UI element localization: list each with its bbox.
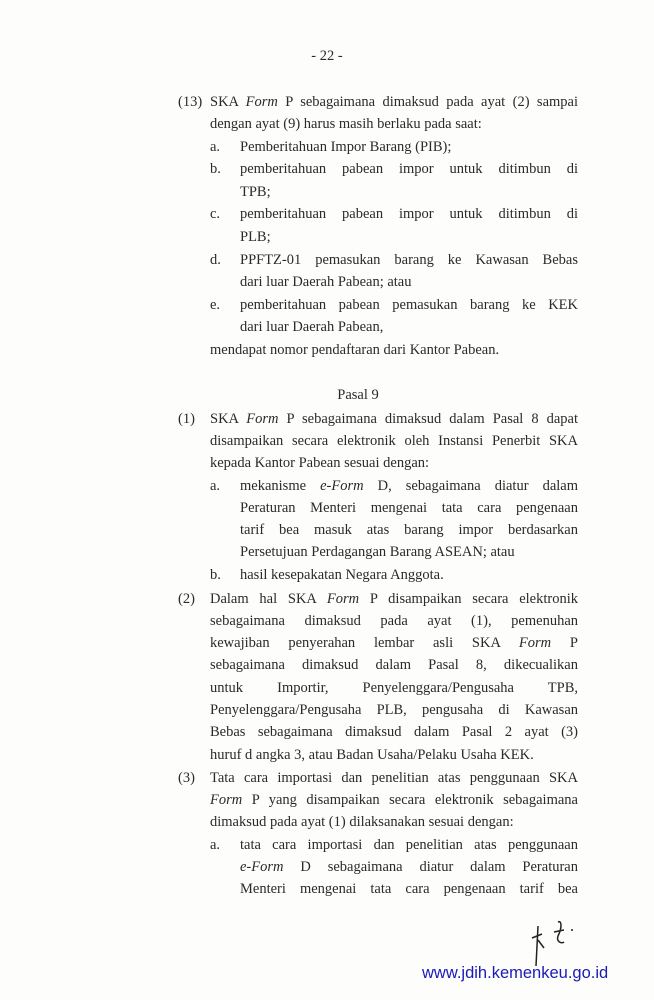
page-number: - 22 - (311, 48, 343, 64)
text-segment: Bebas sebagaimana dimaksud dalam Pasal 2 ayat (3) (210, 724, 578, 740)
item-label: (3) (178, 770, 195, 786)
text-line (210, 590, 578, 608)
text-line (240, 880, 578, 898)
text-line (210, 115, 482, 133)
text-segment: Peraturan Menteri mengenai tata cara pengenaan (240, 500, 578, 516)
text-segment: PLB; (240, 229, 271, 245)
item-label: (2) (178, 591, 195, 607)
text-segment: dari luar Daerah Pabean; atau (240, 274, 412, 290)
italic-term: Form (326, 591, 360, 607)
text-segment: Dalam hal SKA (210, 591, 327, 607)
text-line (210, 454, 429, 472)
text-line (240, 251, 578, 269)
text-segment: SKA (210, 94, 246, 110)
text-segment: pemberitahuan pabean impor untuk ditimbun di (240, 206, 578, 222)
text-line (210, 746, 534, 764)
text-segment: Persetujuan Perdagangan Barang ASEAN; atau (240, 544, 515, 560)
text-line (240, 521, 578, 539)
italic-term: Form (245, 94, 278, 110)
text-segment: P (551, 635, 578, 651)
text-segment: sebagaimana dimaksud pada ayat (1), pemenuhan (210, 613, 578, 629)
text-line (240, 477, 578, 495)
text-line (210, 93, 578, 111)
text-line (210, 634, 578, 652)
text-line (240, 205, 578, 223)
item-label: d. (210, 252, 221, 268)
text-line (240, 183, 271, 201)
text-segment: mendapat nomor pendaftaran dari Kantor Pabean. (210, 342, 500, 358)
text-segment: kewajiban penyerahan lembar asli SKA (210, 635, 519, 651)
text-line (240, 858, 578, 876)
item-label: b. (210, 161, 221, 177)
text-line (240, 228, 271, 246)
text-segment: Pasal 9 (337, 387, 379, 403)
text-line (240, 273, 412, 291)
text-line (210, 656, 578, 674)
text-segment: D, sebagaimana diatur dalam (363, 478, 578, 494)
text-segment: disampaikan secara elektronik oleh Instansi Penerbit SKA (210, 433, 578, 449)
text-line (240, 566, 444, 584)
text-segment: SKA (210, 411, 247, 427)
text-segment: dimaksud pada ayat (1) dilaksanakan sesuai dengan: (210, 814, 514, 830)
text-line (210, 701, 578, 719)
text-segment: TPB; (240, 184, 271, 200)
text-line (240, 296, 578, 314)
text-segment: Tata cara importasi dan penelitian atas penggunaan SKA (210, 770, 578, 786)
text-segment: Menteri mengenai tata cara pengenaan tarif bea (240, 881, 578, 897)
item-label: a. (210, 478, 221, 494)
text-segment: hasil kesepakatan Negara Anggota. (240, 567, 444, 583)
italic-term: Form (518, 635, 552, 651)
text-segment: kepada Kantor Pabean sesuai dengan: (210, 455, 430, 471)
text-segment: P sebagaimana dimaksud pada ayat (2) sampai (277, 94, 578, 110)
text-line (240, 318, 383, 336)
text-line (210, 791, 578, 809)
text-segment: dengan ayat (9) harus masih berlaku pada saat: (210, 116, 482, 132)
italic-term: Form (246, 411, 279, 427)
text-segment: P yang disampaikan secara elektronik sebagaimana (242, 792, 578, 808)
section-heading (140, 386, 576, 404)
text-segment: sebagaimana dimaksud dalam Pasal 8, dikecualikan (210, 657, 578, 673)
text-line (210, 679, 578, 697)
text-segment: pemberitahuan pabean impor untuk ditimbun di (240, 161, 578, 177)
text-segment: untuk Importir, Penyelenggara/Pengusaha TPB, (210, 680, 578, 696)
paraf-signature (528, 918, 588, 968)
text-segment: PPFTZ-01 pemasukan barang ke Kawasan Bebas (240, 252, 578, 268)
text-line (210, 813, 514, 831)
italic-term: Form (210, 792, 243, 808)
item-label: e. (210, 297, 221, 313)
item-label: a. (210, 837, 221, 853)
text-line (210, 410, 578, 428)
text-line (210, 769, 578, 787)
text-segment: tarif bea masuk atas barang impor berdasarkan (240, 522, 578, 538)
italic-term: e-Form (320, 478, 364, 494)
text-segment: Pemberitahuan Impor Barang (PIB); (240, 139, 452, 155)
item-label: b. (210, 567, 221, 583)
text-segment: D sebagaimana diatur dalam Peraturan (283, 859, 578, 875)
text-line (210, 612, 578, 630)
text-line (240, 836, 578, 854)
text-line (240, 160, 578, 178)
text-segment: P disampaikan secara elektronik (359, 591, 579, 607)
text-segment: pemberitahuan pabean pemasukan barang ke KEK (240, 297, 578, 313)
item-label: (1) (178, 411, 195, 427)
text-segment: huruf d angka 3, atau Badan Usaha/Pelaku Usaha KEK. (210, 747, 534, 763)
italic-term: e-Form (240, 859, 284, 875)
text-segment: Penyelenggara/Pengusaha PLB, pengusaha di Kawasan (210, 702, 578, 718)
text-line (210, 432, 578, 450)
item-label: (13) (178, 94, 203, 110)
text-line (240, 499, 578, 517)
text-line (240, 138, 451, 156)
footer-url-link[interactable]: www.jdih.kemenkeu.go.id (422, 964, 609, 982)
text-line (240, 543, 515, 561)
text-line (210, 723, 578, 741)
text-segment: tata cara importasi dan penelitian atas penggunaan (240, 837, 578, 853)
text-segment: dari luar Daerah Pabean, (240, 319, 384, 335)
text-line (210, 341, 499, 359)
item-label: c. (210, 206, 221, 222)
text-segment: P sebagaimana dimaksud dalam Pasal 8 dapat (278, 411, 578, 427)
text-segment: mekanisme (240, 478, 321, 494)
item-label: a. (210, 139, 221, 155)
